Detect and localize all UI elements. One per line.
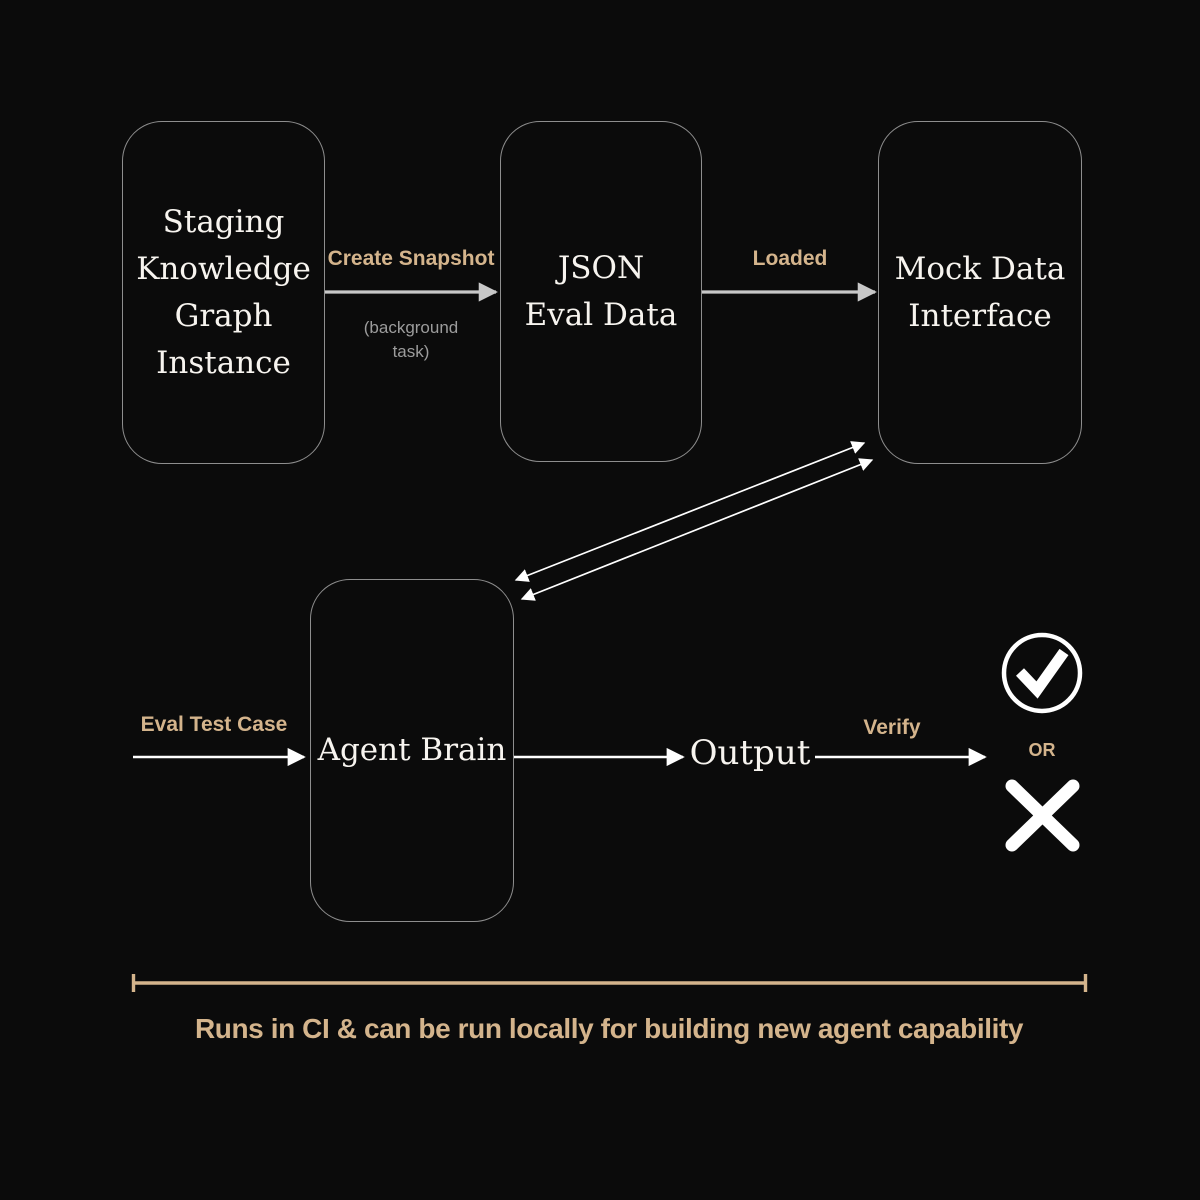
verify-label: Verify [863, 716, 921, 739]
eval-test-case-label: Eval Test Case [140, 713, 288, 736]
agent-brain-label: Agent Brain [317, 732, 507, 768]
agent-brain-box [310, 579, 514, 922]
create-snapshot-label: Create Snapshot [327, 247, 495, 270]
agent-mock-link-arrow-upper [516, 443, 864, 580]
output-label: Output [689, 733, 811, 773]
or-label: OR [1028, 740, 1056, 760]
mock-data-interface-label: Mock Data Interface [894, 250, 1066, 334]
mock-data-interface-box [878, 121, 1082, 464]
scope-bracket [133, 974, 1086, 992]
caption-text: Runs in CI & can be run locally for building new agent capability [194, 1013, 1024, 1044]
x-icon [1012, 786, 1073, 845]
staging-knowledge-graph-box [122, 121, 325, 464]
json-eval-data-box [500, 121, 702, 462]
staging-knowledge-graph-label: Staging Knowledge Graph Instance [136, 203, 311, 381]
background-task-label: (background task) [363, 318, 459, 361]
agent-mock-link-arrow-lower [522, 460, 872, 599]
check-circle-icon [1004, 635, 1080, 711]
loaded-label: Loaded [752, 247, 828, 270]
json-eval-data-label: JSON Eval Data [524, 249, 678, 333]
